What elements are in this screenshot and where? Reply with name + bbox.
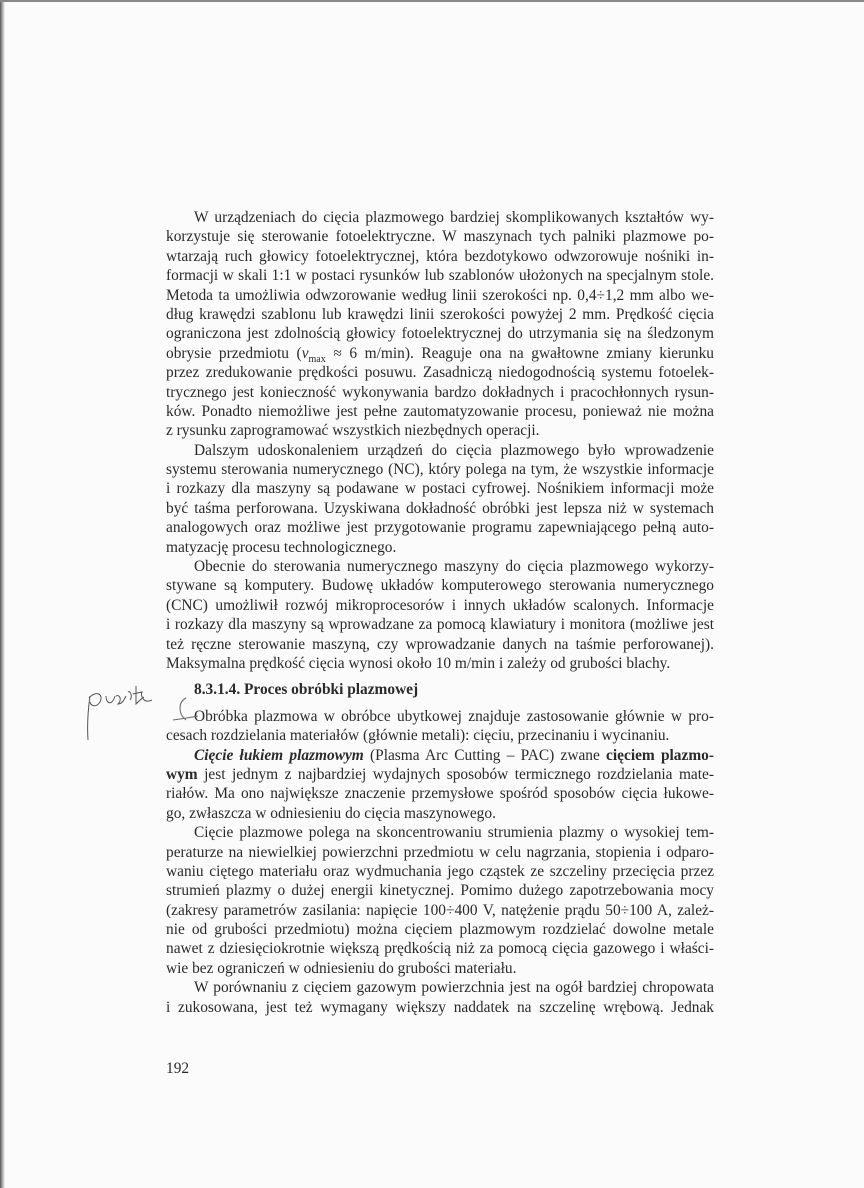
body-text-part1 xyxy=(166,208,714,673)
text-segment: obrysie przedmiotu ( xyxy=(166,344,302,362)
text-line: Maksymalna prędkość cięcia wynosi około 10 m/min i zależy od grubości blachy. xyxy=(166,654,671,672)
text-line: cesach rozdzielania materiałów (głównie metali): cięciu, przecinaniu i wycinaniu. xyxy=(166,727,670,745)
text-line: go, zwłaszcza w odniesieniu do cięcia maszynowego. xyxy=(166,804,496,822)
text-line: nie od grubości przedmiotu) można cięciem plazmowym rozdzielać dowolne metale xyxy=(166,921,714,939)
text-line: ków. Ponadto niemożliwe jest pełne zautomatyzowanie procesu, ponieważ nie można xyxy=(166,402,714,420)
emphasis-text: Cięcie łukiem plazmowym xyxy=(194,746,364,764)
paragraph xyxy=(166,823,714,978)
text-line: przez zredukowanie prędkości posuwu. Zasadniczą niedogodnością systemu fotoelek- xyxy=(166,364,714,382)
text-line: (CNC) umożliwił rozwój mikroprocesorów i innych układów scalonych. Informacje xyxy=(166,596,714,614)
text-line: analogowych oraz możliwe jest przygotowanie programu zapewniającego pełną auto- xyxy=(166,519,714,537)
text-line: nawet z dziesięciokrotnie większą prędkością niż za pomocą cięcia gazowego i właści- xyxy=(166,940,714,958)
text-line: formacji w skali 1:1 w postaci rysunków lub szablonów ułożonych na specjalnym stole. xyxy=(166,267,714,285)
text-segment: jest jednym z najbardziej wydajnych sposobów termicznego rozdzielania mate- xyxy=(197,765,714,783)
text-line: matyzację procesu technologicznego. xyxy=(166,538,397,556)
text-line: riałów. Ma ono największe znaczenie przemysłowe spośród sposobów cięcia łukowe- xyxy=(166,785,714,803)
text-line: Metoda ta umożliwia odwzorowanie według linii szerokości np. 0,4÷1,2 mm albo we- xyxy=(166,286,714,304)
paragraph xyxy=(166,746,714,824)
text-line: Obróbka plazmowa w obróbce ubytkowej znajduje zastosowanie głównie w pro- xyxy=(194,707,714,725)
text-line: strumień plazmy o dużej energii kinetycznej. Pomimo dużego zapotrzebowania mocy xyxy=(166,882,714,900)
paragraph xyxy=(166,208,714,441)
text-line: Dalszym udoskonaleniem urządzeń do cięcia plazmowego było wprowadzenie xyxy=(194,441,714,459)
scan-edge-top xyxy=(0,0,864,2)
page-number: 192 xyxy=(166,1060,190,1077)
paragraph xyxy=(166,978,714,1017)
emphasis-text: wym xyxy=(166,765,198,783)
text-segment: ≈ 6 m/min). Reaguje ona na gwałtowne zmiany kierunku xyxy=(325,344,714,362)
text-line: W porównaniu z cięciem gazowym powierzchnia jest na ogół bardziej chropowata xyxy=(194,979,714,997)
section-heading: 8.3.1.4. Proces obróbki plazmowej xyxy=(194,681,419,699)
text-line: z rysunku zaprogramować wszystkich niezbędnych operacji. xyxy=(166,422,540,440)
text-line: systemu sterowania numerycznego (NC), który polega na tym, że wszystkie informacje xyxy=(166,461,714,479)
text-line: też ręczne sterowanie maszyną, czy wprowadzanie danych na taśmie perforowanej). xyxy=(166,635,714,653)
text-line: wtarzają ruch głowicy fotoelektrycznej, która bezdotykowo odwzorowuje nośniki in- xyxy=(166,247,714,265)
text-line: trycznego jest konieczność wykonywania bardzo dokładnych i pracochłonnych rysun- xyxy=(166,383,714,401)
text-segment: (Plasma Arc Cutting – PAC) zwane xyxy=(363,746,607,764)
text-line: i rozkazy dla maszyny są podawane w postaci cyfrowej. Nośnikiem informacji może xyxy=(166,480,714,498)
paragraph xyxy=(166,707,714,746)
text-line: (zakresy parametrów zasilania: napięcie 100÷400 V, natężenie prądu 50÷100 A, zależ- xyxy=(166,901,714,919)
text-column xyxy=(166,208,714,1017)
text-line xyxy=(166,746,714,765)
paragraph xyxy=(166,557,714,673)
text-line: dług krawędzi szablonu lub krawędzi linii szerokości powyżej 2 mm. Prędkość cięcia xyxy=(166,305,714,323)
text-line: peraturze na niewielkiej powierzchni przedmiotu w celu nagrzania, stopienia i odparo- xyxy=(166,843,714,861)
subscript: max xyxy=(308,353,326,365)
text-line: wie bez ograniczeń w odniesieniu do grubości materiału. xyxy=(166,959,517,977)
text-line xyxy=(166,344,714,363)
emphasis-text: cięciem plazmo- xyxy=(606,746,714,764)
handwritten-bracket xyxy=(180,698,186,720)
text-line: być taśma perforowana. Uzyskiwana dokładność obróbki jest lepsza niż w systemach xyxy=(166,499,714,517)
text-line: Cięcie plazmowe polega na skoncentrowaniu strumienia plazmy o wysokiej tem- xyxy=(194,824,714,842)
text-line: W urządzeniach do cięcia plazmowego bardziej skomplikowanych kształtów wy- xyxy=(194,209,714,226)
paragraph xyxy=(166,441,714,557)
text-line xyxy=(166,765,714,784)
scan-edge-left xyxy=(0,0,5,1188)
handwriting-stroke xyxy=(88,686,152,740)
text-line: waniu ciętego materiału oraz wydmuchania jego cząstek ze szczeliny przecięcia przez xyxy=(166,862,714,880)
text-line: i zukosowana, jest też wymagany większy naddatek na szczelinę wrębową. Jednak xyxy=(166,998,714,1016)
handwritten-note xyxy=(78,680,198,760)
text-line: Obecnie do sterowania numerycznego maszyny do cięcia plazmowego wykorzy- xyxy=(194,558,714,576)
text-line: korzystuje się sterowanie fotoelektryczne. W maszynach tych palniki plazmowe po- xyxy=(166,228,714,246)
body-text-part2 xyxy=(166,707,714,1017)
text-line: i rozkazy dla maszyny są wprowadzane za pomocą klawiatury i monitora (możliwe jest xyxy=(166,616,714,634)
text-line: ograniczona jest zdolnością głowicy fotoelektrycznej do utrzymania się na śledzonym xyxy=(166,325,714,343)
text-line: stywane są komputery. Budowę układów komputerowego sterowania numerycznego xyxy=(166,577,714,595)
emphasis-text: v xyxy=(301,344,309,362)
